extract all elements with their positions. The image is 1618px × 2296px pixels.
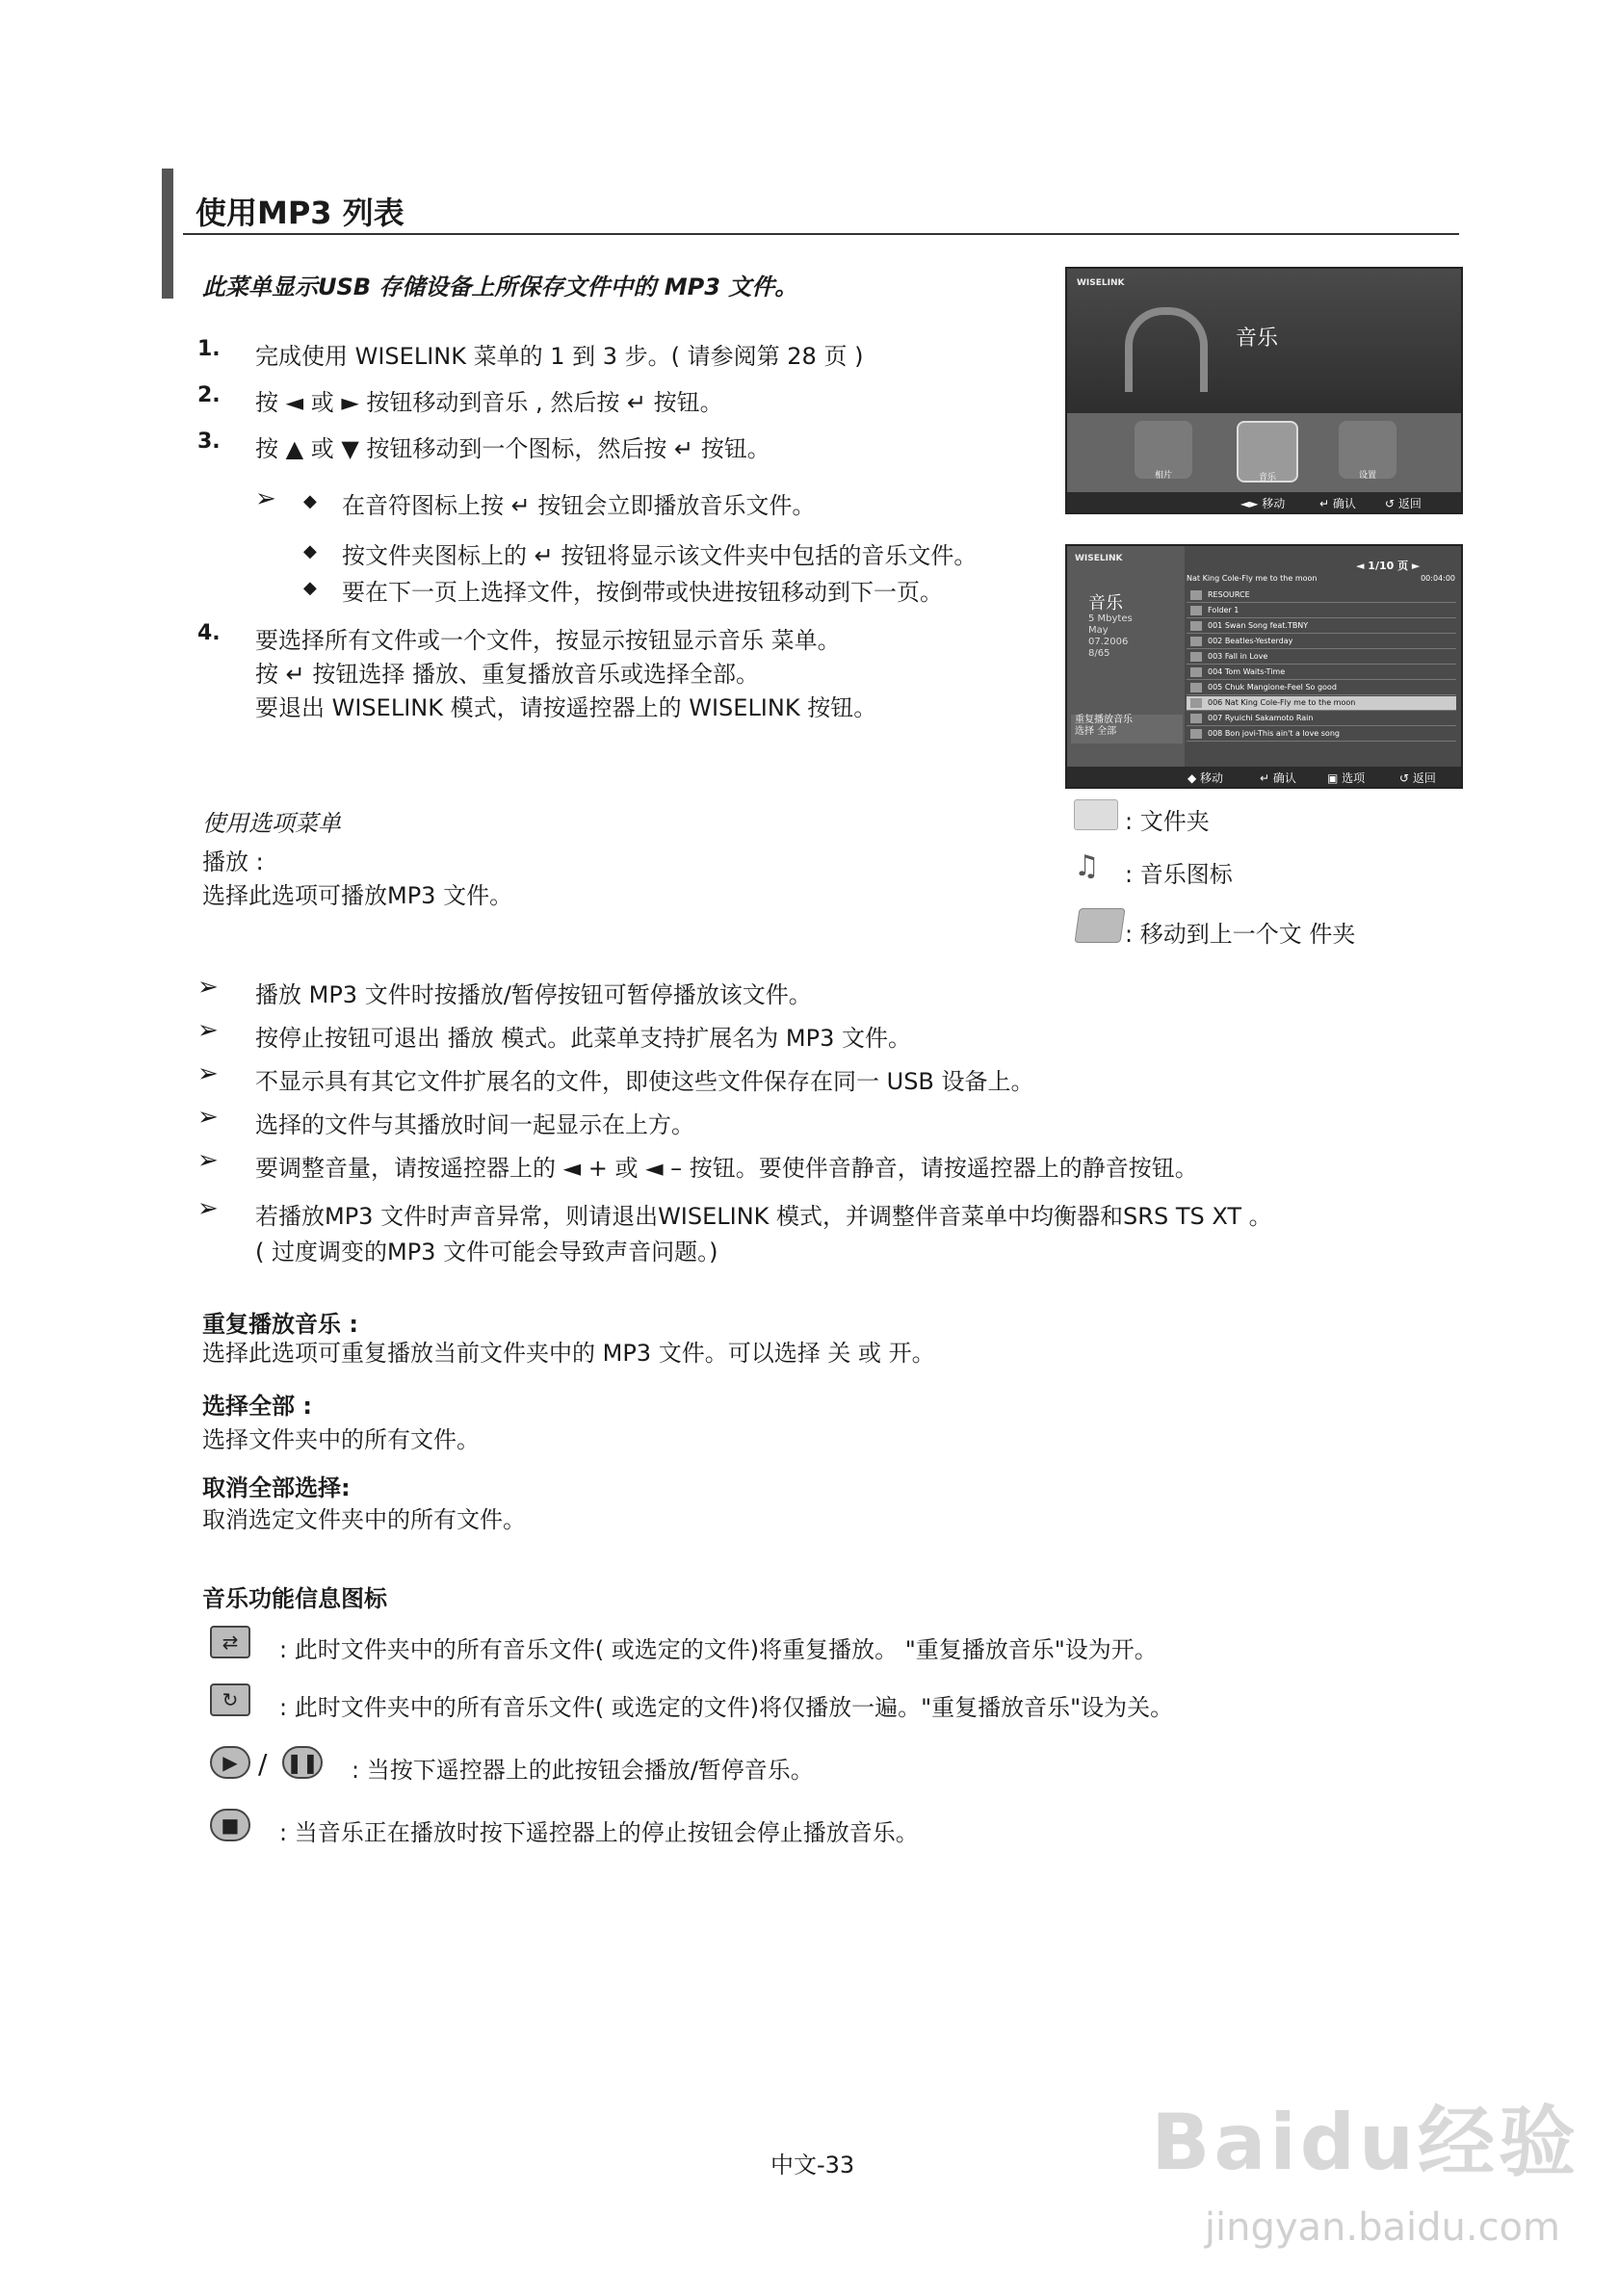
playpause-desc: : 当按下遥控器上的此按钮会播放/暂停音乐。	[352, 1757, 814, 1784]
screen-nav-bar: ◆ 移动 ↵ 确认 ▣ 选项 ↺ 返回	[1067, 767, 1461, 787]
note-text: 播放 MP3 文件时按播放/暂停按钮可暂停播放该文件。	[255, 981, 812, 1008]
bullet-icon: ◆	[303, 578, 317, 598]
now-playing: Nat King Cole-Fly me to the moon 00:04:00	[1187, 574, 1455, 583]
note-text: 按停止按钮可退出 播放 模式。此菜单支持扩展名为 MP3 文件。	[255, 1025, 911, 1052]
baidu-watermark-url: jingyan.baidu.com	[1204, 2205, 1560, 2250]
list-item[interactable]: 007 Ryuichi Sakamoto Rain	[1187, 712, 1456, 726]
step-text: 要选择所有文件或一个文件，按显示按钮显示音乐 菜单。	[255, 627, 841, 654]
photo-icon[interactable]: 相片	[1135, 421, 1192, 479]
repeat-off-desc: : 此时文件夹中的所有音乐文件( 或选定的文件)将仅播放一遍。"重复播放音乐"设为关。	[279, 1694, 1174, 1721]
repeat-off-icon: ↻	[210, 1683, 250, 1716]
pause-icon: ❚❚	[282, 1746, 323, 1779]
list-item[interactable]: 006 Nat King Cole-Fly me to the moon	[1187, 696, 1456, 711]
icons-heading: 音乐功能信息图标	[202, 1585, 387, 1612]
play-label: 播放 :	[202, 848, 264, 875]
step-text: 按 ◄ 或 ► 按钮移动到音乐 , 然后按 ↵ 按钮。	[255, 389, 723, 416]
screen-nav-bar: ◄► 移动 ↵ 确认 ↺ 返回	[1067, 492, 1461, 512]
play-desc: 选择此选项可播放MP3 文件。	[202, 882, 513, 909]
note-arrow-icon: ➢	[197, 1146, 219, 1175]
step4-line: 按 ↵ 按钮选择 播放、重复播放音乐或选择全部。	[255, 661, 759, 688]
repeat-on-icon: ⇄	[210, 1626, 250, 1658]
settings-icon[interactable]: 设置	[1339, 421, 1396, 479]
bullet-icon: ◆	[303, 491, 317, 511]
step3-note: 要在下一页上选择文件，按倒带或快进按钮移动到下一页。	[342, 579, 943, 606]
note-arrow-icon: ➢	[197, 973, 219, 1002]
page-number: 中文-33	[770, 2152, 855, 2179]
section-bar	[162, 169, 173, 299]
repeat-desc: 选择此选项可重复播放当前文件夹中的 MP3 文件。可以选择 关 或 开。	[202, 1340, 935, 1367]
note-text: 若播放MP3 文件时声音异常，则请退出WISELINK 模式，并调整伴音菜单中均衡器和SRS TS XT 。	[255, 1203, 1272, 1230]
list-item[interactable]: 005 Chuk Mangione-Feel So good	[1187, 681, 1456, 695]
play-icon: ▶	[210, 1746, 250, 1779]
wiselink-logo: WISELINK	[1075, 554, 1123, 563]
file-info: 5 Mbytes May 07.2006 8/65	[1088, 613, 1133, 659]
note-arrow-icon: ➢	[197, 1059, 219, 1088]
list-item[interactable]: Folder 1	[1187, 604, 1456, 618]
baidu-watermark: Baidu经验	[1151, 2098, 1579, 2187]
note-arrow-icon: ➢	[197, 1016, 219, 1045]
note-text: 不显示具有其它文件扩展名的文件，即使这些文件保存在同一 USB 设备上。	[255, 1068, 1034, 1095]
screen-label: 音乐	[1088, 593, 1123, 613]
step-text: 完成使用 WISELINK 菜单的 1 到 3 步。( 请参阅第 28 页 )	[255, 343, 864, 370]
deselect-desc: 取消选定文件夹中的所有文件。	[202, 1506, 526, 1533]
wiselink-music-screen	[1065, 267, 1463, 514]
options-popup[interactable]: 重复播放音乐 选择 全部	[1071, 715, 1183, 744]
step-num: 2.	[197, 383, 221, 407]
deselect-label: 取消全部选择:	[202, 1474, 351, 1501]
icon-slash: /	[258, 1748, 268, 1780]
bullet-icon: ◆	[303, 541, 317, 561]
list-item[interactable]: 004 Tom Waits-Time	[1187, 665, 1456, 680]
step-num: 1.	[197, 337, 221, 361]
legend-folder: : 文件夹	[1125, 808, 1210, 835]
step-text: 按 ▲ 或 ▼ 按钮移动到一个图标，然后按 ↵ 按钮。	[255, 435, 770, 462]
note-text: 选择的文件与其播放时间一起显示在上方。	[255, 1111, 694, 1138]
note-arrow-icon: ➢	[197, 1194, 219, 1223]
note-text: 要调整音量，请按遥控器上的 ◄ + 或 ◄ – 按钮。要使伴音静音，请按遥控器上的静音按钮。	[255, 1155, 1198, 1182]
list-item[interactable]: 002 Beatles-Yesterday	[1187, 635, 1456, 649]
list-item[interactable]: 008 Bon jovi-This ain't a love song	[1187, 727, 1456, 742]
up-folder-icon	[1074, 908, 1125, 943]
list-item[interactable]: 003 Fall in Love	[1187, 650, 1456, 665]
wiselink-music-list-screen	[1065, 544, 1463, 789]
wiselink-logo: WISELINK	[1077, 278, 1125, 288]
stop-icon: ■	[210, 1809, 250, 1841]
step-num: 3.	[197, 430, 221, 454]
selectall-desc: 选择文件夹中的所有文件。	[202, 1426, 480, 1453]
step4-line: 要退出 WISELINK 模式，请按遥控器上的 WISELINK 按钮。	[255, 694, 877, 721]
music-icon[interactable]: 音乐	[1237, 421, 1298, 483]
note-arrow-icon: ➢	[197, 1103, 219, 1132]
page-indicator: ◄ 1/10 页 ►	[1356, 560, 1421, 572]
title-rule	[183, 233, 1459, 235]
step-num: 4.	[197, 621, 221, 645]
list-item[interactable]: RESOURCE	[1187, 588, 1456, 603]
page-subtitle: 此菜单显示USB 存储设备上所保存文件中的 MP3 文件。	[202, 274, 798, 300]
headphone-icon	[1125, 307, 1208, 392]
page-title: 使用MP3 列表	[196, 195, 404, 231]
legend-music: : 音乐图标	[1125, 861, 1233, 888]
options-heading: 使用选项菜单	[202, 810, 341, 837]
music-note-icon: ♫	[1074, 849, 1100, 883]
repeat-on-desc: : 此时文件夹中的所有音乐文件( 或选定的文件)将重复播放。 "重复播放音乐"设为开。	[279, 1636, 1158, 1663]
step3-note: 按文件夹图标上的 ↵ 按钮将显示该文件夹中包括的音乐文件。	[342, 542, 978, 569]
stop-desc: : 当音乐正在播放时按下遥控器上的停止按钮会停止播放音乐。	[279, 1819, 919, 1846]
repeat-label: 重复播放音乐 :	[202, 1311, 358, 1338]
screen-title: 音乐	[1236, 326, 1279, 351]
note-arrow-icon: ➢	[255, 484, 276, 513]
note-text-extra: ( 过度调变的MP3 文件可能会导致声音问题。)	[255, 1239, 718, 1265]
folder-icon	[1074, 799, 1118, 830]
selectall-label: 选择全部 :	[202, 1393, 312, 1420]
list-item[interactable]: 001 Swan Song feat.TBNY	[1187, 619, 1456, 634]
legend-up: : 移动到上一个文 件夹	[1125, 921, 1356, 948]
step3-note: 在音符图标上按 ↵ 按钮会立即播放音乐文件。	[342, 492, 816, 519]
